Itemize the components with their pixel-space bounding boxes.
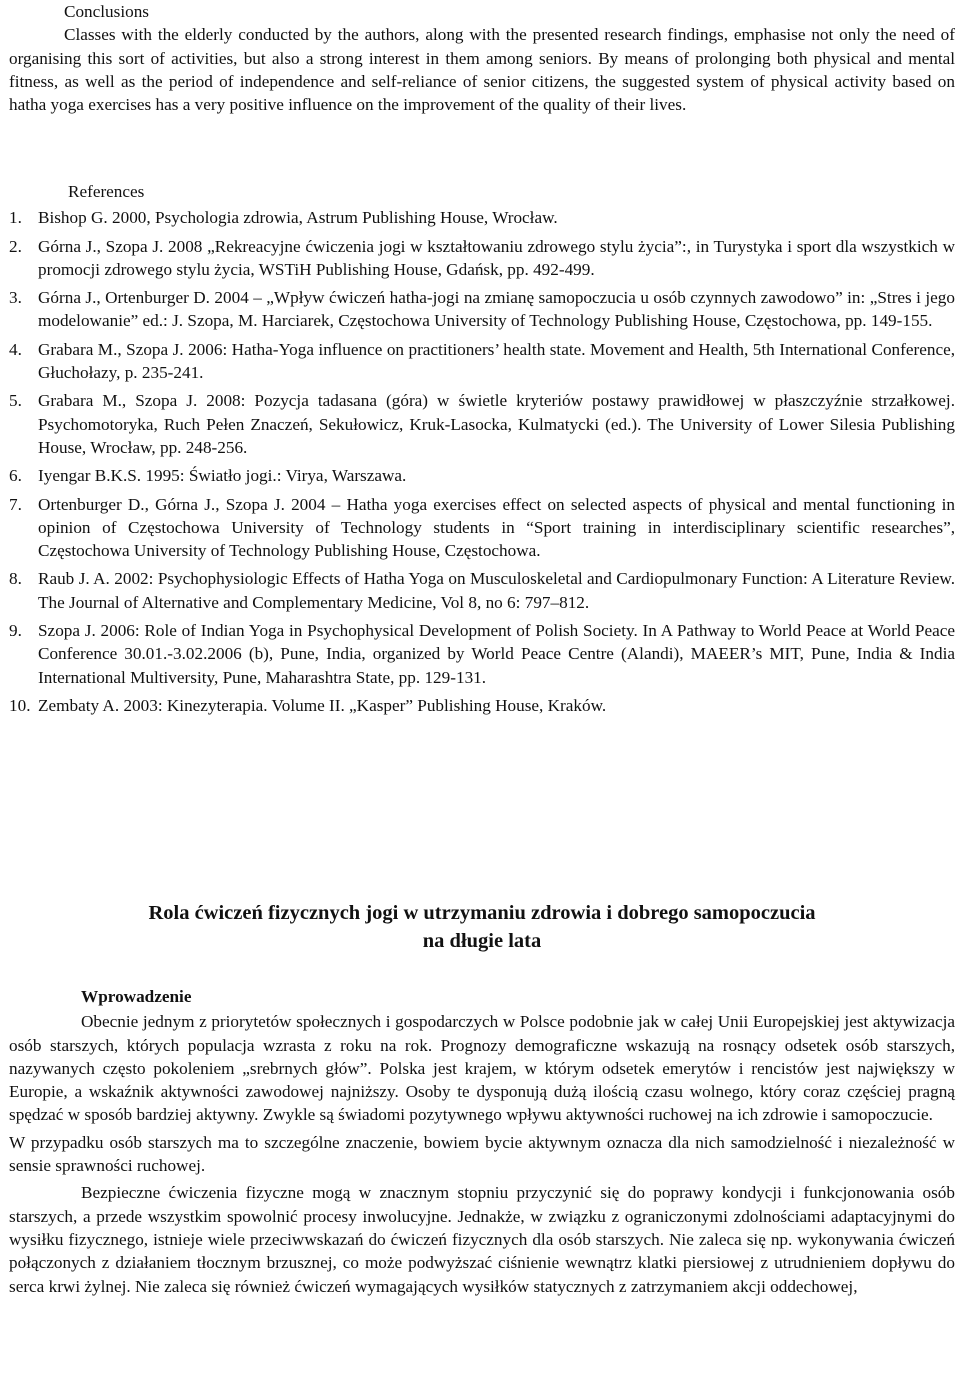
reference-number: 5. (9, 391, 22, 411)
title-line-1: Rola ćwiczeń fizycznych jogi w utrzymaniu zdrowia i dobrego samopoczucia (148, 902, 816, 924)
reference-item (9, 338, 955, 385)
reference-text: Bishop G. 2000, Psychologia zdrowia, Astrum Publishing House, Wrocław. (38, 208, 558, 228)
reference-item (9, 493, 955, 563)
reference-text: Górna J., Szopa J. 2008 „Rekreacyjne ćwiczenia jogi w kształtowaniu zdrowego stylu życia”:, in Turystyka i sport dla wszystkich w promocji zdrowego stylu życia, WSTiH Publishing House, Gdańsk, pp. 492-499. (38, 236, 955, 279)
reference-item (9, 464, 955, 487)
reference-number: 3. (9, 288, 22, 308)
references-heading: References (68, 182, 145, 201)
introduction-paragraph: W przypadku osób starszych ma to szczególne znaczenie, bowiem bycie aktywnym oznacza dla nich samodzielność i niezależność w sensie sprawności ruchowej. (9, 1132, 955, 1176)
polish-article-title (9, 899, 955, 955)
conclusions-section (9, 0, 955, 116)
introduction-heading: Wprowadzenie (81, 987, 192, 1006)
reference-number: 2. (9, 236, 22, 256)
reference-text: Szopa J. 2006: Role of Indian Yoga in Psychophysical Development of Polish Society. In A Pathway to World Peace at World Peace Conference 30.01.-3.02.2006 (b), Pune, India, organized by World Peace Centre (Alandi), MAEER’s MIT, Pune, India & India International Multiversity, Pune, Maharashtra State, pp. 129-131. (38, 621, 955, 687)
introduction-paragraph: Bezpieczne ćwiczenia fizyczne mogą w znacznym stopniu przyczynić się do poprawy kondycji i funkcjonowania osób starszych, a przede wszystkim spowolnić procesy inwolucyjne. Jednakże, w związku z ograniczonymi zdolnościami adaptacyjnymi do wysiłku fizycznego, istnieje wiele przeciwwskazań do ćwiczeń fizycznych dla osób starszych. Nie zaleca się np. wykonywania ćwiczeń połączonych z działaniem tłocznym brzusznej, co może podwyższać ciśnienie wewnątrz klatki piersiowej z utrudnieniem dopływu do serca krwi żylnej. Nie zaleca się również ćwiczeń wymagających wysiłków statycznych z zatrzymaniem akcji oddechowej, (9, 1183, 955, 1296)
reference-item (9, 567, 955, 614)
reference-item (9, 206, 955, 229)
reference-text: Grabara M., Szopa J. 2006: Hatha-Yoga influence on practitioners’ health state. Movement and Health, 5th International Conference, Głuchołazy, p. 235-241. (38, 339, 955, 383)
reference-number: 9. (9, 621, 22, 641)
conclusions-heading: Conclusions (64, 2, 149, 21)
reference-text: Iyengar B.K.S. 1995: Światło jogi.: Virya, Warszawa. (38, 466, 407, 486)
references-section (9, 180, 955, 722)
introduction-section (9, 985, 955, 1302)
reference-item (9, 286, 955, 333)
reference-number: 8. (9, 569, 22, 589)
reference-item (9, 694, 955, 717)
references-list (9, 206, 955, 717)
reference-number: 7. (9, 494, 22, 514)
reference-number: 4. (9, 339, 22, 359)
reference-text: Górna J., Ortenburger D. 2004 – „Wpływ ćwiczeń hatha-jogi na zmianę samopoczucia u osób czynnych zawodowo” in: „Stres i jego modelowanie” ed.: J. Szopa, M. Harciarek, Częstochowa University of Technology Publishing House, Częstochowa, pp. 149-155. (38, 288, 955, 331)
reference-number: 6. (9, 466, 22, 486)
introduction-paragraph: Obecnie jednym z priorytetów społecznych i gospodarczych w Polsce podobnie jak w całej Unii Europejskiej jest aktywizacja osób starszych, których populacja wzrasta z roku na rok. Prognozy demograficzne wskazują na rosnący odsetek osób starszych, nazywanych często pokoleniem „srebrnych głów”. Polska jest krajem, w którym odsetek emerytów i rencistów jest największy w Europie, a wskaźnik aktywności zawodowej najniższy. Osoby te dysponują dużą ilością czasu wolnego, który coraz częściej pragną spędzać w sposób bardziej aktywny. Zwykle są świadomi pozytywnego wpływu aktywności ruchowej na ich zdrowie i samopoczucie. (9, 1012, 955, 1125)
reference-item (9, 389, 955, 459)
reference-number: 1. (9, 208, 22, 228)
reference-text: Ortenburger D., Górna J., Szopa J. 2004 – Hatha yoga exercises effect on selected aspects of physical and mental functioning in opinion of Częstochowa University of Technology students in “Sport training in interdisciplinary scientific researches”, Częstochowa University of Technology Publishing House, Częstochowa. (38, 494, 955, 561)
conclusions-paragraph: Classes with the elderly conducted by the authors, along with the presented research findings, emphasise not only the need of organising this sort of activities, but also a strong interest in them among seniors. By means of prolonging both physical and mental fitness, as well as the period of independence and self-reliance of senior citizens, the suggested system of physical activity based on hatha yoga exercises has a very positive influence on the improvement of the quality of their lives. (9, 25, 955, 115)
reference-text: Raub J. A. 2002: Psychophysiologic Effects of Hatha Yoga on Musculoskeletal and Cardiopulmonary Function: A Literature Review. The Journal of Alternative and Complementary Medicine, Vol 8, no 6: 797–812. (38, 569, 955, 612)
title-line-2: na długie lata (422, 930, 542, 952)
reference-item (9, 619, 955, 689)
reference-text: Zembaty A. 2003: Kinezyterapia. Volume II. „Kasper” Publishing House, Kraków. (38, 695, 607, 715)
reference-item (9, 235, 955, 282)
reference-text: Grabara M., Szopa J. 2008: Pozycja tadasana (góra) w świetle kryteriów postawy prawidłowej w płaszczyźnie strzałkowej. Psychomotoryka, Ruch Pełen Znaczeń, Sekułowicz, Kruk-Lasocka, Kulmatycki (ed.). The University of Lower Silesia Publishing House, Wrocław, pp. 248-256. (38, 391, 955, 457)
reference-number: 10. (9, 695, 31, 715)
